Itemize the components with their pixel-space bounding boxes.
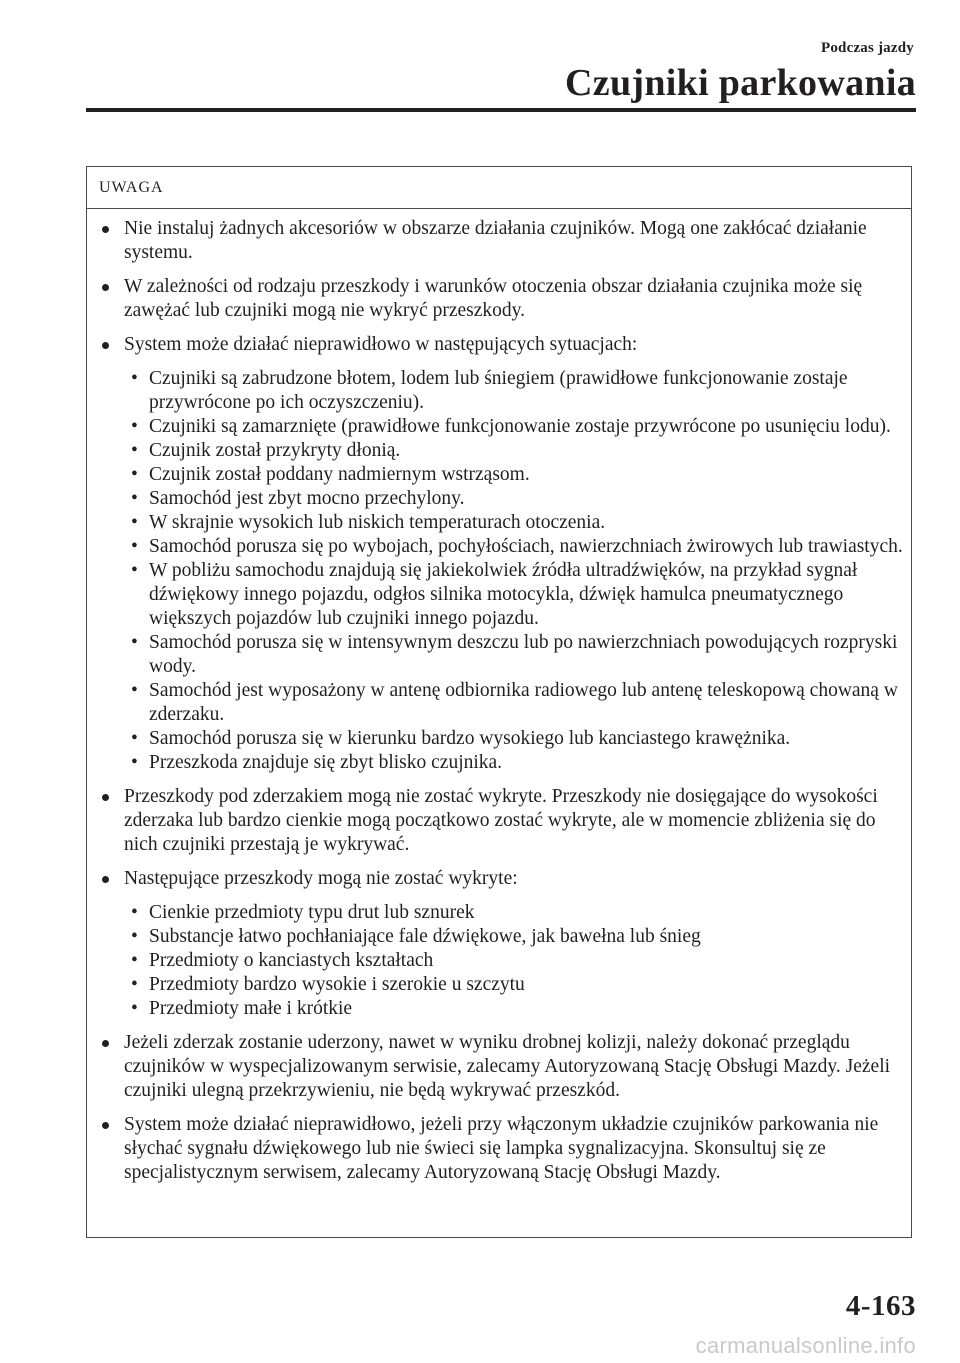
header-rule [86, 108, 916, 112]
sub-bullet-icon: • [131, 632, 138, 653]
sub-item [124, 415, 903, 439]
sub-bullet-icon: • [131, 974, 138, 995]
notice-item-text: System może działać nieprawidłowo w następujących sytuacjach: [124, 334, 638, 355]
sub-item-text: Samochód porusza się po wybojach, pochyłościach, nawierzchniach żwirowych lub trawiastych. [149, 536, 903, 557]
sub-bullet-icon: • [131, 560, 138, 581]
sub-item [124, 679, 903, 727]
sub-bullet-icon: • [131, 488, 138, 509]
notice-box [86, 166, 912, 1238]
sub-item [124, 367, 903, 415]
sub-item-text: Przedmioty bardzo wysokie i szerokie u szczytu [149, 974, 525, 995]
sub-item [124, 511, 903, 535]
sub-bullet-icon: • [131, 368, 138, 389]
sub-item-text: W pobliżu samochodu znajdują się jakiekolwiek źródła ultradźwięków, na przykład sygnał dźwiękowy innego pojazdu, odgłos silnika motocykla, dźwięk hamulca pneumatycznego większych pojazdów lub czujniki innego pojazdu. [149, 560, 858, 629]
sub-item [124, 463, 903, 487]
sub-item-text: Przedmioty małe i krótkie [149, 998, 353, 1019]
notice-item-text: W zależności od rodzaju przeszkody i warunków otoczenia obszar działania czujnika może się zawężać lub czujniki mogą nie wykryć przeszkody. [124, 276, 863, 321]
sub-item [124, 901, 903, 925]
notice-item [99, 217, 903, 265]
bullet-dot-icon [102, 794, 109, 801]
notice-label: UWAGA [87, 167, 911, 209]
notice-body [87, 209, 911, 1185]
watermark: carmanualsonline.info [695, 1333, 916, 1358]
sub-item-text: Przedmioty o kanciastych kształtach [149, 950, 434, 971]
sub-item-text: Samochód jest wyposażony w antenę odbiornika radiowego lub antenę teleskopową chowaną w zderzaku. [149, 680, 898, 725]
sub-list [124, 367, 903, 775]
sub-bullet-icon: • [131, 512, 138, 533]
notice-item-text: Nie instaluj żadnych akcesoriów w obszarze działania czujników. Mogą one zakłócać działanie systemu. [124, 218, 867, 263]
page-title: Czujniki parkowania [565, 62, 916, 104]
sub-bullet-icon: • [131, 416, 138, 437]
notice-item [99, 275, 903, 323]
bullet-dot-icon [102, 1040, 109, 1047]
section-label: Podczas jazdy [820, 40, 914, 56]
sub-item-text: Czujniki są zamarznięte (prawidłowe funkcjonowanie zostaje przywrócone po usunięciu lodu). [149, 416, 891, 437]
bullet-dot-icon [102, 342, 109, 349]
sub-item [124, 439, 903, 463]
sub-bullet-icon: • [131, 926, 138, 947]
sub-item [124, 751, 903, 775]
sub-item-text: Samochód porusza się w kierunku bardzo wysokiego lub kanciastego krawężnika. [149, 728, 791, 749]
notice-item [99, 785, 903, 857]
sub-bullet-icon: • [131, 752, 138, 773]
sub-item-text: W skrajnie wysokich lub niskich temperaturach otoczenia. [149, 512, 606, 533]
sub-item [124, 949, 903, 973]
notice-item [99, 1031, 903, 1103]
bullet-dot-icon [102, 226, 109, 233]
sub-bullet-icon: • [131, 440, 138, 461]
notice-item-text: Jeżeli zderzak zostanie uderzony, nawet w wyniku drobnej kolizji, należy dokonać przeglądu czujników w wyspecjalizowanym serwisie, zalecamy Autoryzowaną Stację Obsługi Mazdy. Jeżeli czujniki ulegną przekrzywieniu, nie będą wykrywać przeszkód. [124, 1032, 891, 1101]
sub-item [124, 631, 903, 679]
sub-bullet-icon: • [131, 902, 138, 923]
sub-item-text: Cienkie przedmioty typu drut lub sznurek [149, 902, 475, 923]
sub-bullet-icon: • [131, 950, 138, 971]
sub-item [124, 727, 903, 751]
sub-item [124, 487, 903, 511]
bullet-dot-icon [102, 1122, 109, 1129]
sub-item-text: Czujnik został poddany nadmiernym wstrząsom. [149, 464, 530, 485]
sub-bullet-icon: • [131, 998, 138, 1019]
notice-item [99, 867, 903, 1021]
sub-bullet-icon: • [131, 680, 138, 701]
sub-bullet-icon: • [131, 464, 138, 485]
notice-item-text: System może działać nieprawidłowo, jeżeli przy włączonym układzie czujników parkowania nie słychać sygnału dźwiękowego lub nie świeci się lampka sygnalizacyjna. Skonsultuj się ze specjalistycznym serwisem, zalecamy Autoryzowaną Stację Obsługi Mazdy. [124, 1114, 879, 1183]
sub-item-text: Substancje łatwo pochłaniające fale dźwiękowe, jak bawełna lub śnieg [149, 926, 701, 947]
sub-bullet-icon: • [131, 536, 138, 557]
sub-list [124, 901, 903, 1021]
page-number: 4-163 [845, 1290, 916, 1322]
notice-item-text: Następujące przeszkody mogą nie zostać wykryte: [124, 868, 518, 889]
sub-item [124, 973, 903, 997]
sub-item-text: Przeszkoda znajduje się zbyt blisko czujnika. [149, 752, 503, 773]
bullet-dot-icon [102, 876, 109, 883]
sub-item-text: Czujnik został przykryty dłonią. [149, 440, 401, 461]
notice-item [99, 333, 903, 775]
sub-item-text: Czujniki są zabrudzone błotem, lodem lub śniegiem (prawidłowe funkcjonowanie zostaje przywrócone po ich oczyszczeniu). [149, 368, 848, 413]
bullet-dot-icon [102, 284, 109, 291]
sub-item [124, 559, 903, 631]
sub-item-text: Samochód jest zbyt mocno przechylony. [149, 488, 465, 509]
sub-item [124, 535, 903, 559]
sub-item-text: Samochód porusza się w intensywnym deszczu lub po nawierzchniach powodujących rozpryski wody. [149, 632, 898, 677]
sub-item [124, 997, 903, 1021]
notice-item-text: Przeszkody pod zderzakiem mogą nie zostać wykryte. Przeszkody nie dosięgające do wysokości zderzaka lub bardzo cienkie mogą początkowo zostać wykryte, ale w momencie zbliżenia się do nich czujniki przestają je wykrywać. [124, 786, 878, 855]
sub-bullet-icon: • [131, 728, 138, 749]
notice-item [99, 1113, 903, 1185]
sub-item [124, 925, 903, 949]
